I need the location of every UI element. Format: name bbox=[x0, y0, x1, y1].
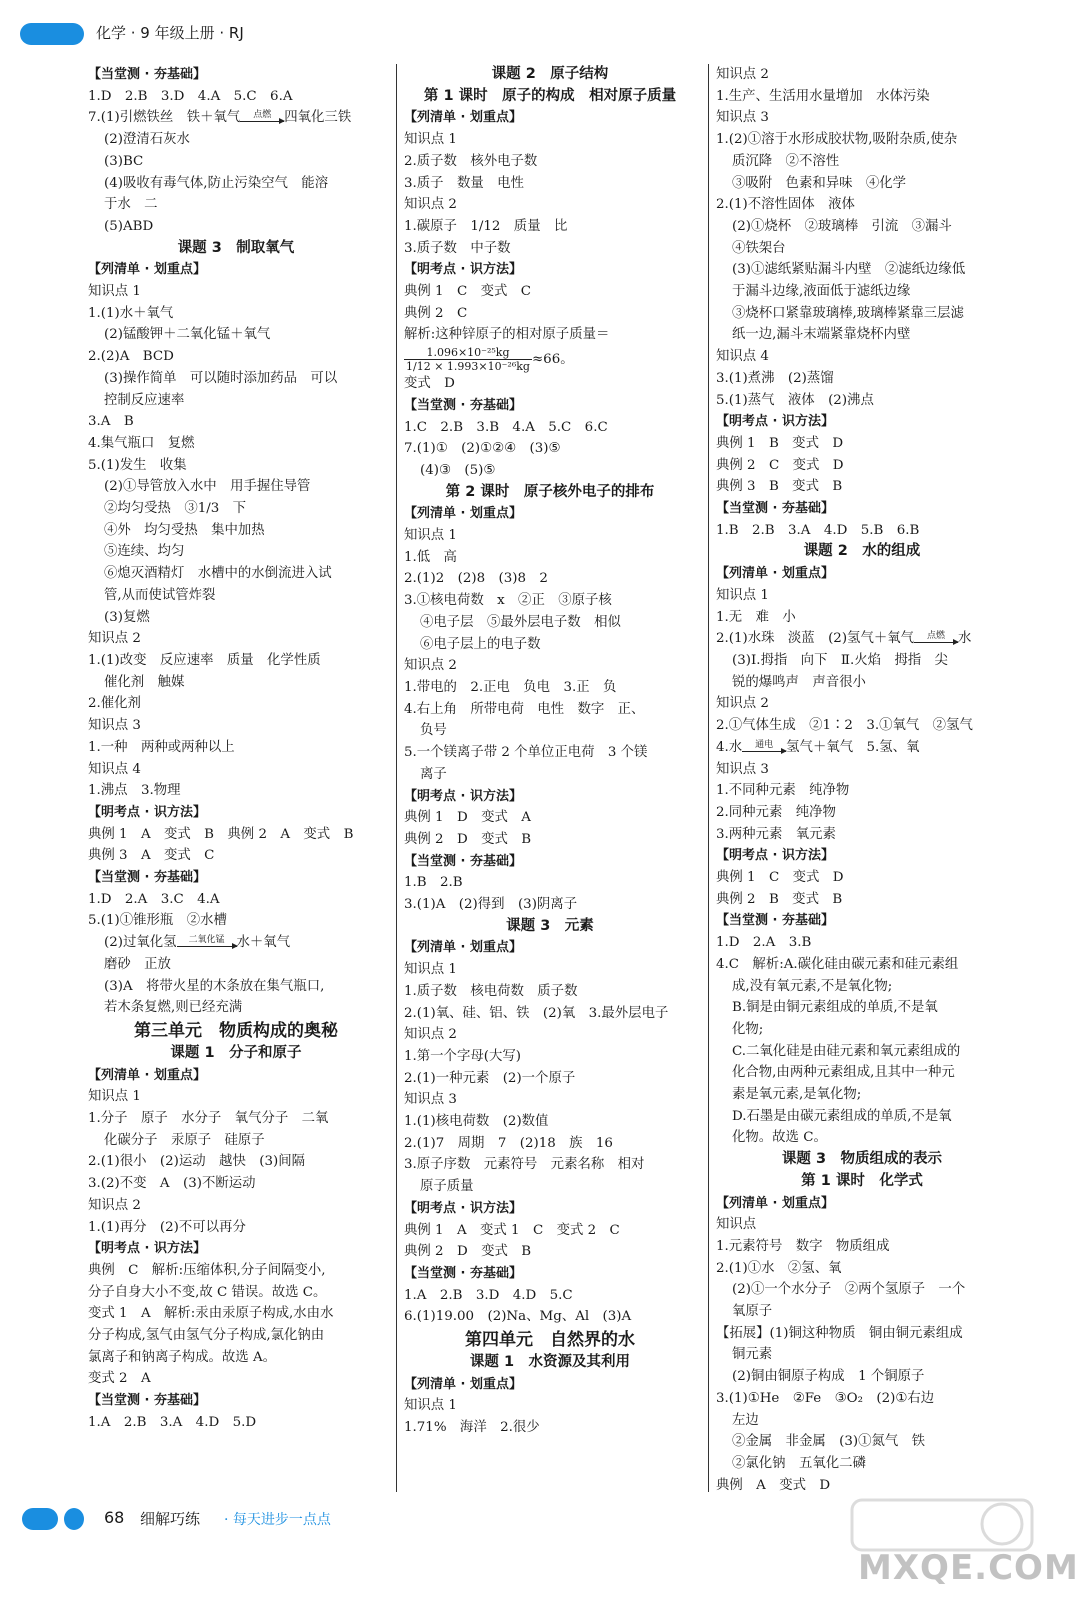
answer-line: (3)Ⅰ.拇指 向下 Ⅱ.火焰 拇指 尖 bbox=[732, 652, 948, 668]
answer-line: 知识点 2 bbox=[88, 1197, 141, 1213]
answer-line: 知识点 1 bbox=[404, 1398, 457, 1414]
answer-line: 典例 1 A 变式 1 C 变式 2 C bbox=[404, 1222, 620, 1238]
answer-line: 1.第一个字母(大写) bbox=[404, 1048, 521, 1064]
answer-line: 化合物,由两种元素组成,且其中一种元 bbox=[732, 1065, 955, 1081]
answer-line: (3)A 将带火星的木条放在集气瓶口, bbox=[104, 978, 325, 994]
answer-line: 1.(1)水＋氧气 bbox=[88, 305, 174, 321]
section-heading: 【当堂测 · 夯基础】 bbox=[404, 853, 522, 869]
answer-line: 知识点 2 bbox=[716, 67, 769, 82]
answer-line: (3)操作简单 可以随时添加药品 可以 bbox=[104, 370, 338, 386]
answer-line: 3.(2)不变 A (3)不断运动 bbox=[88, 1176, 256, 1192]
answer-line: (2)铜由铜原子构成 1 个铜原子 bbox=[732, 1369, 925, 1385]
answer-line: 磨砂 正放 bbox=[104, 956, 171, 972]
footer-brand: 细解巧练 bbox=[140, 1510, 201, 1528]
answer-line: (2)①烧杯 ②玻璃棒 引流 ③漏斗 bbox=[732, 218, 952, 234]
column-divider-1 bbox=[396, 64, 397, 1492]
answer-line: 于水 二 bbox=[104, 197, 158, 213]
answer-line: D.石墨是由碳元素组成的单质,不是氧 bbox=[732, 1108, 952, 1124]
reaction-condition: 点燃 bbox=[927, 631, 946, 642]
answer-line: 2.(1)7 周期 7 (2)18 族 16 bbox=[404, 1135, 613, 1151]
reaction-reactants: 4.水 bbox=[716, 739, 743, 755]
answer-line: 若木条复燃,则已经充满 bbox=[104, 1000, 243, 1016]
answer-line: 1.(1)改变 反应速率 质量 化学性质 bbox=[88, 652, 321, 668]
answer-line: 变式 D bbox=[404, 376, 455, 392]
answer-line: 知识点 2 bbox=[404, 658, 457, 674]
lesson-title: 课题 1 水资源及其利用 bbox=[469, 1354, 631, 1371]
section-heading: 【明考点 · 识方法】 bbox=[404, 1200, 522, 1216]
answer-line: 分子自身大小不变,故 C 错误。故选 C。 bbox=[88, 1284, 327, 1300]
answer-line: C.二氧化硅是由硅元素和氧元素组成的 bbox=[732, 1043, 961, 1059]
answer-line: 2.(1)一种元素 (2)一个原子 bbox=[404, 1070, 576, 1086]
answer-line: 纸一边,漏斗末端紧靠烧杯内壁 bbox=[732, 327, 911, 343]
answer-line: 知识点 2 bbox=[716, 696, 769, 712]
fraction-line bbox=[404, 346, 696, 373]
lesson-title: 课题 3 元素 bbox=[506, 917, 594, 934]
answer-line: 1.D 2.A 3.C 4.A bbox=[88, 891, 220, 907]
answer-line: 1.(2)①溶于水形成胶状物,吸附杂质,使杂 bbox=[716, 132, 958, 148]
reaction-reactants: (2)过氧化氢 bbox=[104, 935, 177, 951]
answer-line: ④外 均匀受热 集中加热 bbox=[104, 522, 265, 538]
answer-line: 1.质子数 核电荷数 质子数 bbox=[404, 983, 578, 999]
answer-line: 3.原子序数 元素符号 元素名称 相对 bbox=[404, 1157, 645, 1173]
answer-line: 铜元素 bbox=[732, 1347, 773, 1363]
answer-line: (3)①滤纸紧贴漏斗内壁 ②滤纸边缘低 bbox=[732, 262, 966, 278]
answer-line: 典例 1 C 变式 D bbox=[716, 870, 844, 886]
answer-line: ⑥熄灭酒精灯 水槽中的水倒流进入试 bbox=[104, 566, 332, 582]
lesson-title: 课题 3 制取氧气 bbox=[177, 239, 295, 256]
answer-column-1 bbox=[88, 64, 384, 1434]
answer-line: (2)①导管放入水中 用手握住导管 bbox=[104, 479, 311, 495]
answer-line: (4)吸收有毒气体,防止污染空气 能溶 bbox=[104, 175, 329, 191]
answer-line: 控制反应速率 bbox=[104, 392, 185, 408]
fraction-denominator: 1/12 × 1.993×10⁻²⁶kg bbox=[406, 360, 530, 374]
answer-line: 3.(1)煮沸 (2)蒸馏 bbox=[716, 370, 834, 386]
answer-line: 3.(1)A (2)得到 (3)阴离子 bbox=[404, 897, 578, 913]
answer-line: 典例 2 D 变式 B bbox=[404, 1244, 532, 1260]
answer-line: 典例 1 A 变式 B 典例 2 A 变式 B bbox=[88, 826, 354, 842]
answer-line: 典例 2 B 变式 B bbox=[716, 891, 843, 907]
answer-line: 1.生产、生活用水量增加 水体污染 bbox=[716, 88, 930, 104]
answer-line: 典例 1 C 变式 C bbox=[404, 284, 532, 300]
section-heading: 【当堂测 · 夯基础】 bbox=[716, 913, 834, 929]
answer-line: 3.质子 数量 电性 bbox=[404, 175, 524, 191]
answer-line: 典例 1 B 变式 D bbox=[716, 435, 844, 451]
arrow-icon bbox=[742, 751, 786, 752]
footer-slogan: · 每天进步一点点 bbox=[224, 1512, 331, 1528]
answer-line: 2.质子数 核外电子数 bbox=[404, 153, 538, 169]
answer-line: 典例 1 D 变式 A bbox=[404, 810, 531, 826]
answer-line: 变式 2 A bbox=[88, 1371, 151, 1387]
section-heading: 【列清单 · 划重点】 bbox=[404, 1376, 522, 1392]
answer-line: 化碳分子 汞原子 硅原子 bbox=[104, 1132, 265, 1148]
answer-line: 知识点 bbox=[716, 1217, 757, 1233]
answer-line: 2.(1)①水 ②氢、氧 bbox=[716, 1260, 842, 1276]
answer-line: ②金属 非金属 (3)①氮气 铁 bbox=[732, 1434, 926, 1450]
answer-line: 5.(1)发生 收集 bbox=[88, 457, 187, 473]
answer-line: 成,没有氧元素,不是氧化物; bbox=[732, 978, 893, 994]
lesson-title: 第 1 课时 化学式 bbox=[801, 1172, 923, 1189]
answer-line: 2.①气体生成 ②1∶2 3.①氧气 ②氢气 bbox=[716, 718, 973, 734]
answer-line: (2)锰酸钾＋二氧化锰＋氧气 bbox=[104, 327, 271, 343]
answer-line: 4.集气瓶口 复燃 bbox=[88, 435, 195, 451]
answer-line: 1.C 2.B 3.B 4.A 5.C 6.C bbox=[404, 419, 608, 435]
answer-line: 1.低 高 bbox=[404, 549, 457, 565]
answer-line: (4)③ (5)⑤ bbox=[420, 462, 496, 478]
answer-line: 知识点 1 bbox=[404, 528, 457, 544]
unit-title: 第四单元 自然界的水 bbox=[465, 1330, 635, 1351]
section-heading: 【列清单 · 划重点】 bbox=[716, 1195, 834, 1211]
arrow-icon bbox=[914, 642, 958, 643]
reaction-line bbox=[88, 107, 384, 129]
fraction-numerator: 1.096×10⁻²⁵kg bbox=[404, 346, 532, 360]
answer-line: 质沉降 ②不溶性 bbox=[732, 153, 840, 169]
lesson-title: 第 2 课时 原子核外电子的排布 bbox=[445, 483, 655, 500]
answer-line: ②均匀受热 ③1/3 下 bbox=[104, 501, 247, 517]
answer-line: 化物; bbox=[732, 1021, 764, 1037]
reaction-condition: 通电 bbox=[755, 739, 774, 750]
reaction-products: 水＋氧气 bbox=[236, 935, 291, 951]
reaction-arrow bbox=[240, 111, 284, 122]
answer-line: (3)复燃 bbox=[104, 609, 150, 625]
answer-line: 负号 bbox=[420, 723, 447, 739]
answer-line: 左边 bbox=[732, 1412, 759, 1428]
answer-line: 2.催化剂 bbox=[88, 696, 141, 712]
section-heading: 【列清单 · 划重点】 bbox=[404, 110, 522, 126]
answer-line: 知识点 1 bbox=[404, 962, 457, 978]
answer-line: 知识点 2 bbox=[404, 197, 457, 213]
answer-line: 1.71% 海洋 2.很少 bbox=[404, 1420, 540, 1436]
answer-line: 锐的爆鸣声 声音很小 bbox=[732, 674, 866, 690]
answer-line: 3.两种元素 氧元素 bbox=[716, 826, 836, 842]
section-heading: 【当堂测 · 夯基础】 bbox=[88, 67, 206, 82]
answer-line: 【拓展】(1)铜这种物质 铜由铜元素组成 bbox=[716, 1325, 963, 1341]
section-heading: 【明考点 · 识方法】 bbox=[716, 414, 834, 430]
answer-line: 知识点 2 bbox=[88, 631, 141, 647]
answer-line: 2.(2)A BCD bbox=[88, 349, 174, 365]
answer-line: 知识点 3 bbox=[88, 718, 141, 734]
answer-line: 知识点 3 bbox=[404, 1092, 457, 1108]
reaction-arrow bbox=[177, 936, 237, 947]
answer-line: 典例 3 B 变式 B bbox=[716, 479, 843, 495]
section-heading: 【当堂测 · 夯基础】 bbox=[88, 1393, 206, 1409]
answer-line: 典例 C 解析:压缩体积,分子间隔变小, bbox=[88, 1262, 326, 1278]
header-color-bar bbox=[20, 23, 84, 45]
lesson-title: 课题 2 水的组成 bbox=[803, 543, 921, 560]
answer-line: 知识点 2 bbox=[404, 1027, 457, 1043]
answer-line: 典例 3 A 变式 C bbox=[88, 848, 215, 864]
page-header-title: 化学 · 9 年级上册 · RJ bbox=[96, 24, 244, 42]
answer-line: 2.(1)不溶性固体 液体 bbox=[716, 197, 855, 213]
answer-line: 1.沸点 3.物理 bbox=[88, 783, 181, 799]
answer-line: 变式 1 A 解析:汞由汞原子构成,水由水 bbox=[88, 1306, 334, 1322]
answer-line: 离子 bbox=[420, 766, 447, 782]
answer-line: 1.D 2.A 3.B bbox=[716, 935, 812, 951]
reaction-line bbox=[716, 628, 1008, 650]
section-heading: 【列清单 · 划重点】 bbox=[88, 262, 206, 278]
answer-line: (5)ABD bbox=[104, 218, 154, 234]
answer-line: 氯离子和钠离子构成。故选 A。 bbox=[88, 1349, 277, 1365]
section-heading: 【明考点 · 识方法】 bbox=[404, 262, 522, 278]
answer-line: 1.无 难 小 bbox=[716, 609, 796, 625]
answer-line: 知识点 4 bbox=[716, 349, 769, 365]
answer-line: 知识点 3 bbox=[716, 761, 769, 777]
answer-line: 于漏斗边缘,液面低于滤纸边缘 bbox=[732, 284, 911, 300]
answer-line: 氧原子 bbox=[732, 1304, 773, 1320]
lesson-title: 课题 3 物质组成的表示 bbox=[781, 1151, 943, 1168]
watermark-text: MXQE.COM bbox=[858, 1548, 1079, 1588]
section-heading: 【当堂测 · 夯基础】 bbox=[404, 1265, 522, 1281]
footer-color-dot bbox=[64, 1508, 84, 1530]
answer-line: ⑤连续、均匀 bbox=[104, 544, 185, 560]
reaction-condition: 点燃 bbox=[253, 110, 272, 121]
answer-line: (2)①一个水分子 ②两个氢原子 一个 bbox=[732, 1282, 966, 1298]
answer-line: B.铜是由铜元素组成的单质,不是氧 bbox=[732, 1000, 938, 1016]
column-divider-2 bbox=[708, 64, 709, 1492]
answer-line: 1.带电的 2.正电 负电 3.正 负 bbox=[404, 679, 617, 695]
answer-line: 分子构成,氢气由氢气分子构成,氯化钠由 bbox=[88, 1328, 325, 1344]
reaction-products: 氢气＋氧气 5.氢、氧 bbox=[786, 739, 920, 755]
answer-line: 知识点 1 bbox=[88, 1089, 141, 1105]
answer-line: 1.碳原子 1/12 质量 比 bbox=[404, 218, 568, 234]
footer-color-pill bbox=[22, 1508, 58, 1530]
answer-line: ③烧杯口紧靠玻璃棒,玻璃棒紧靠三层滤 bbox=[732, 305, 964, 321]
unit-title: 第三单元 物质构成的奥秘 bbox=[134, 1020, 338, 1041]
answer-line: 6.(1)19.00 (2)Na、Mg、Al (3)A bbox=[404, 1309, 632, 1325]
arrow-icon bbox=[177, 946, 237, 947]
reaction-arrow bbox=[742, 741, 786, 752]
answer-line: 典例 A 变式 D bbox=[716, 1477, 831, 1493]
section-heading: 【明考点 · 识方法】 bbox=[404, 788, 522, 804]
answer-line: 1.B 2.B 3.A 4.D 5.B 6.B bbox=[716, 522, 920, 538]
answer-line: ④电子层 ⑤最外层电子数 相似 bbox=[420, 614, 621, 630]
reaction-reactants: 7.(1)引燃铁丝 铁＋氧气 bbox=[88, 110, 241, 126]
answer-line: 知识点 1 bbox=[88, 284, 141, 300]
section-heading: 【当堂测 · 夯基础】 bbox=[404, 397, 522, 413]
answer-line: 7.(1)① (2)①②④ (3)⑤ bbox=[404, 441, 561, 457]
answer-line: 1.B 2.B bbox=[404, 875, 463, 891]
answer-line: 化物。故选 C。 bbox=[732, 1130, 827, 1146]
answer-line: 典例 2 D 变式 B bbox=[404, 831, 532, 847]
section-heading: 【列清单 · 划重点】 bbox=[88, 1067, 206, 1083]
answer-line: 1.一种 两种或两种以上 bbox=[88, 739, 235, 755]
answer-line: 2.(1)2 (2)8 (3)8 2 bbox=[404, 571, 548, 587]
answer-line: 1.A 2.B 3.D 4.D 5.C bbox=[404, 1287, 573, 1303]
answer-line: 1.不同种元素 纯净物 bbox=[716, 783, 850, 799]
section-heading: 【明考点 · 识方法】 bbox=[88, 1241, 206, 1257]
section-heading: 【列清单 · 划重点】 bbox=[716, 566, 834, 582]
reaction-line bbox=[716, 737, 1008, 759]
answer-column-2 bbox=[404, 64, 696, 1439]
answer-line: 3.A B bbox=[88, 414, 134, 430]
answer-line: 5.(1)①锥形瓶 ②水槽 bbox=[88, 913, 227, 929]
lesson-title: 第 1 课时 原子的构成 相对原子质量 bbox=[423, 87, 677, 104]
answer-line: 知识点 3 bbox=[716, 110, 769, 126]
fraction-result: ≈66。 bbox=[531, 352, 574, 368]
answer-line: 2.(1)氧、硅、铝、铁 (2)氧 3.最外层电子 bbox=[404, 1005, 669, 1021]
section-heading: 【当堂测 · 夯基础】 bbox=[716, 501, 834, 517]
answer-line: 原子质量 bbox=[420, 1179, 474, 1195]
answer-line: 典例 2 C 变式 D bbox=[716, 457, 844, 473]
section-heading: 【列清单 · 划重点】 bbox=[404, 940, 522, 956]
answer-line: 管,从而使试管炸裂 bbox=[104, 587, 216, 603]
answer-line: 催化剂 触媒 bbox=[104, 674, 185, 690]
answer-line: 3.质子数 中子数 bbox=[404, 240, 511, 256]
fraction bbox=[404, 346, 532, 373]
answer-line: 4.右上角 所带电荷 电性 数字 正、 bbox=[404, 701, 645, 717]
answer-line: 典例 2 C bbox=[404, 305, 468, 321]
answer-line: ⑥电子层上的电子数 bbox=[420, 636, 541, 652]
reaction-products: 水 bbox=[958, 631, 972, 647]
answer-column-3 bbox=[716, 64, 1008, 1496]
arrow-icon bbox=[240, 121, 284, 122]
answer-line: 解析:这种锌原子的相对原子质量＝ bbox=[404, 327, 610, 343]
lesson-title: 课题 1 分子和原子 bbox=[170, 1044, 302, 1061]
answer-line: 3.(1)①He ②Fe ③O₂ (2)①右边 bbox=[716, 1390, 935, 1406]
answer-line: 素是氧元素,是氧化物; bbox=[732, 1087, 862, 1103]
answer-line: (3)BC bbox=[104, 153, 144, 169]
answer-line: 4.C 解析:A.碳化硅由碳元素和硅元素组 bbox=[716, 956, 959, 972]
answer-line: ②氯化钠 五氧化二磷 bbox=[732, 1456, 866, 1471]
section-heading: 【当堂测 · 夯基础】 bbox=[88, 870, 206, 886]
answer-line: 1.(1)核电荷数 (2)数值 bbox=[404, 1114, 549, 1130]
section-heading: 【列清单 · 划重点】 bbox=[404, 506, 522, 522]
reaction-products: 四氧化三铁 bbox=[284, 110, 352, 126]
lesson-title: 课题 2 原子结构 bbox=[491, 66, 609, 82]
answer-line: 5.(1)蒸气 液体 (2)沸点 bbox=[716, 392, 874, 408]
reaction-arrow bbox=[914, 632, 958, 643]
answer-line: 5.一个镁离子带 2 个单位正电荷 3 个镁 bbox=[404, 745, 648, 761]
reaction-line bbox=[88, 932, 384, 954]
answer-line: 1.A 2.B 3.A 4.D 5.D bbox=[88, 1414, 257, 1430]
answer-line: 2.(1)很小 (2)运动 越快 (3)间隔 bbox=[88, 1154, 305, 1170]
section-heading: 【明考点 · 识方法】 bbox=[88, 804, 206, 820]
answer-line: 3.①核电荷数 x ②正 ③原子核 bbox=[404, 593, 612, 609]
reaction-condition: 二氧化锰 bbox=[188, 935, 225, 946]
answer-line: 知识点 1 bbox=[716, 587, 769, 603]
answer-line: 2.同种元素 纯净物 bbox=[716, 804, 836, 820]
page-number: 68 bbox=[104, 1508, 125, 1527]
answer-line: 知识点 1 bbox=[404, 132, 457, 148]
answer-line: ③吸附 色素和异味 ④化学 bbox=[732, 175, 907, 191]
answer-line: 1.D 2.B 3.D 4.A 5.C 6.A bbox=[88, 88, 293, 104]
section-heading: 【明考点 · 识方法】 bbox=[716, 848, 834, 864]
reaction-reactants: 2.(1)水珠 淡蓝 (2)氢气＋氧气 bbox=[716, 631, 915, 647]
answer-line: 知识点 4 bbox=[88, 761, 141, 777]
answer-line: ④铁架台 bbox=[732, 240, 786, 256]
answer-line: (2)澄清石灰水 bbox=[104, 132, 190, 148]
answer-line: 1.(1)再分 (2)不可以再分 bbox=[88, 1219, 246, 1235]
answer-line: 1.元素符号 数字 物质组成 bbox=[716, 1238, 890, 1254]
answer-line: 1.分子 原子 水分子 氧气分子 二氧 bbox=[88, 1111, 329, 1127]
